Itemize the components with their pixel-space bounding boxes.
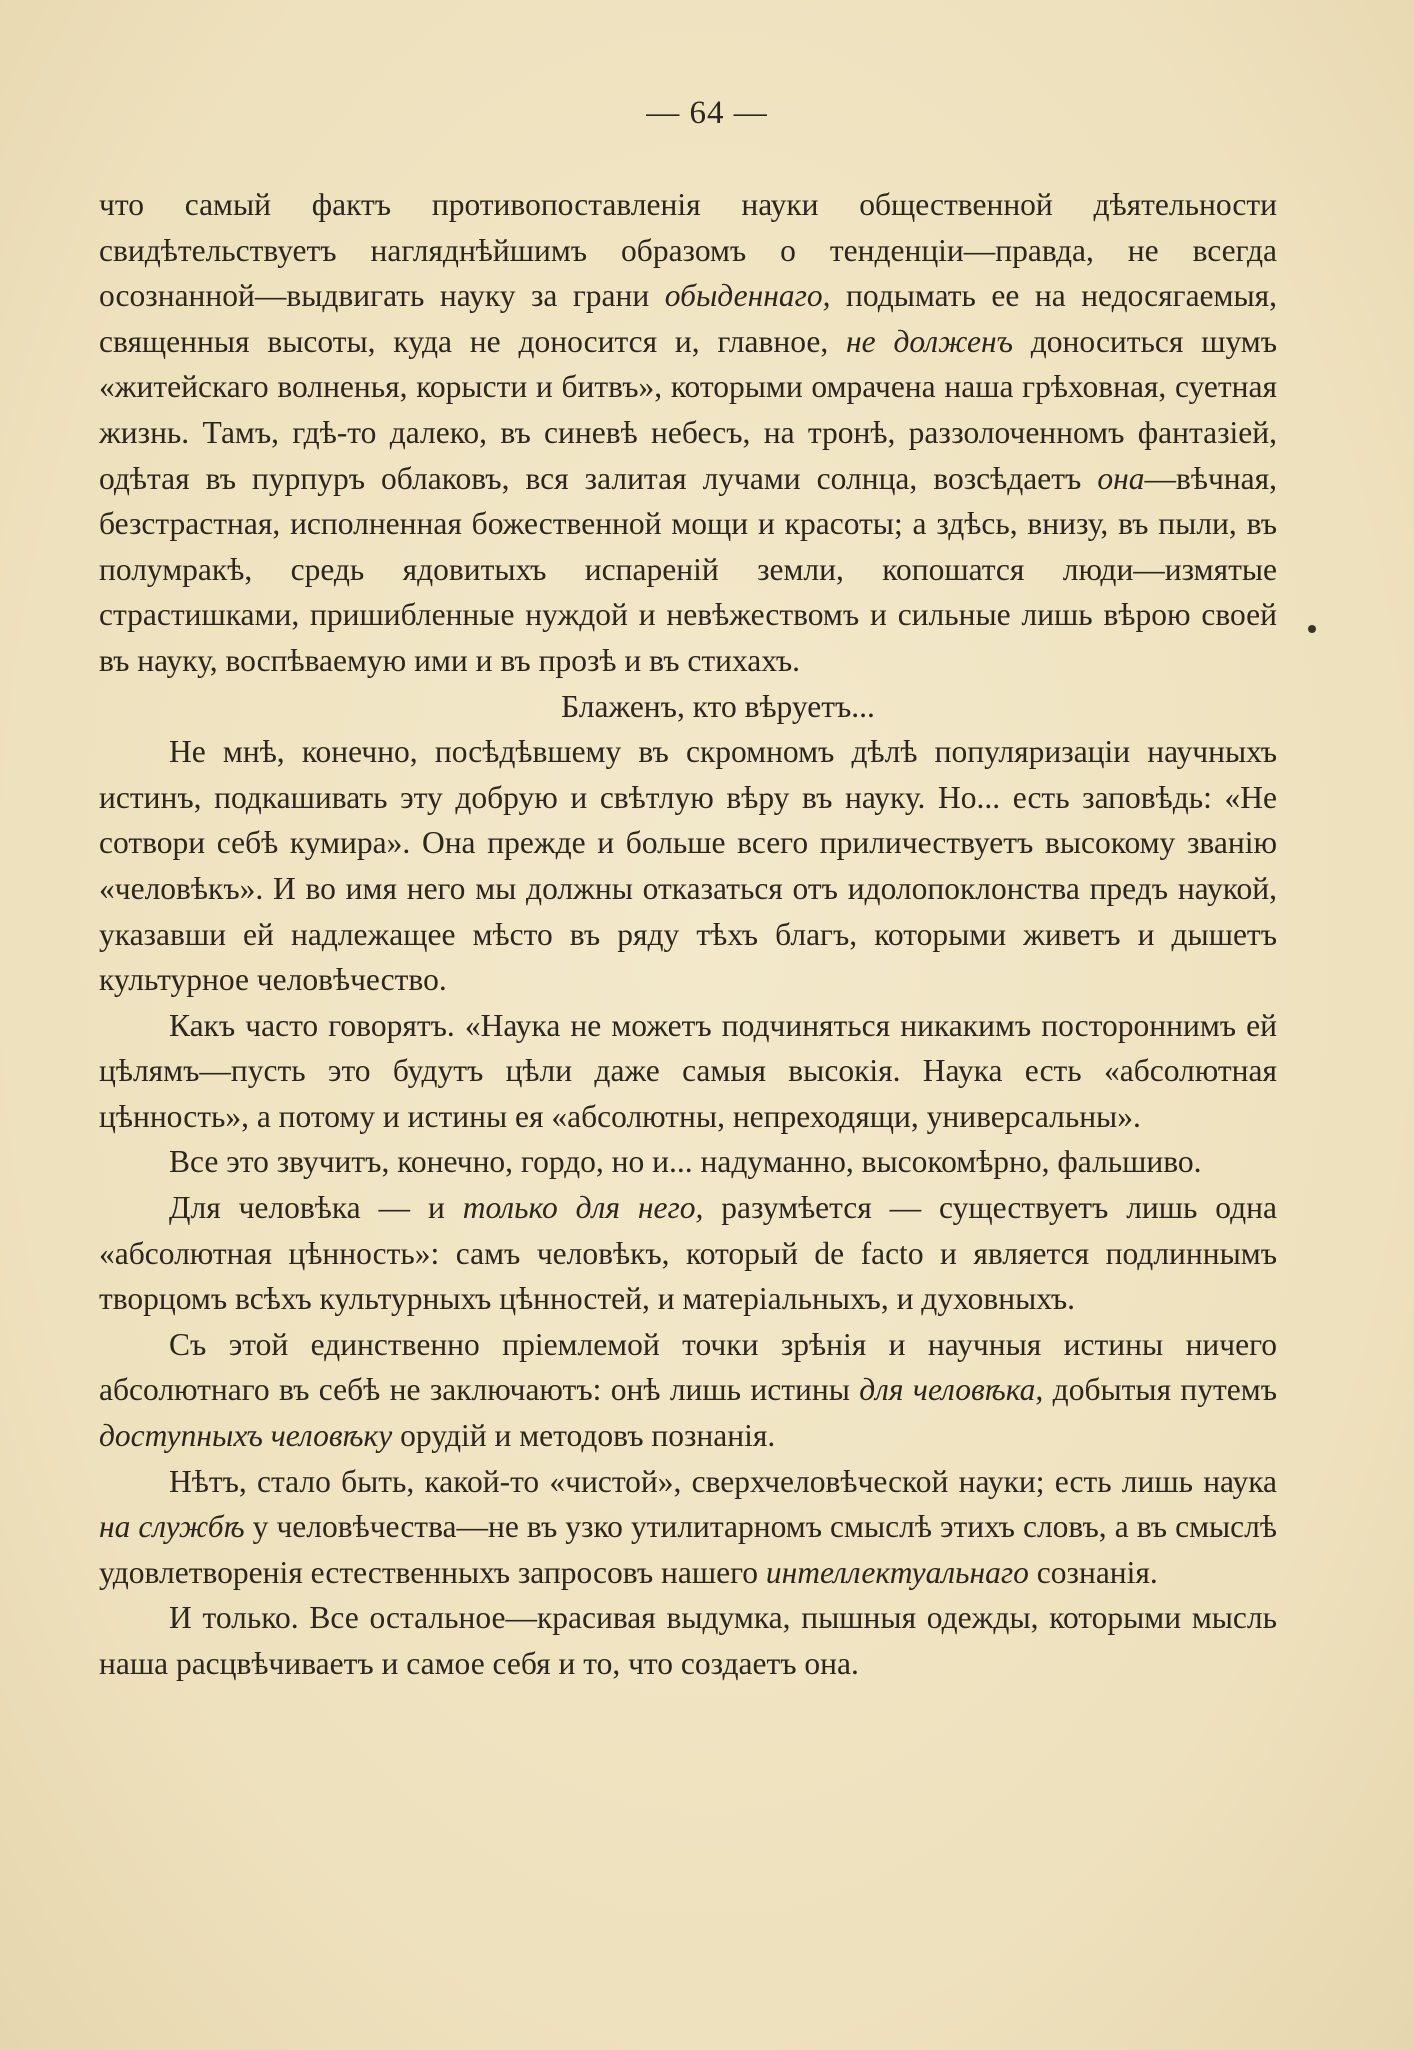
text-segment: —вѣчная, безстрастная, исполненная божественной мощи и красоты; а здѣсь, внизу, въ пыли, въ полумракѣ, средь ядовитыхъ испареній земли, копошатся люди—измятые страстишками, пришибленные нуждой и невѣжествомъ и сильные лишь вѣрою своей въ науку, воспѣваемую ими и въ прозѣ и въ стихахъ. (99, 460, 1277, 678)
text-segment: что самый фактъ противопоставленія науки общественной дѣятельности свидѣтельствуетъ нагляднѣйшимъ образомъ о тенденціи—правда, не всегда осознанной—выдвигать науку за грани (99, 187, 1277, 314)
text-segment: сознанія. (1028, 1554, 1158, 1590)
text-segment: доноситься шумъ «житейскаго волненья, корысти и битвъ», которыми омрачена наша грѣховная, суетная жизнь. Тамъ, гдѣ-то далеко, въ синевѣ небесъ, на тронѣ, раззолоченномъ фантазіей, одѣтая въ пурпуръ облаковъ, вся залитая лучами солнца, возсѣдаетъ (99, 323, 1278, 496)
paragraph-3 (99, 729, 1277, 1003)
paragraph-6 (99, 1185, 1277, 1322)
text-segment: у человѣчества—не въ узко утилитарномъ смыслѣ этихъ словъ, а въ смыслѣ удовлетворенія естественныхъ запросовъ нашего (99, 1509, 1277, 1590)
text-segment: Съ этой единственно пріемлемой точки зрѣнія и научныя истины ничего абсолютнаго въ себѣ не заключаютъ: онѣ лишь истины (99, 1326, 1277, 1408)
text-segment: разумѣется — существуетъ лишь одна «абсолютная цѣнность»: самъ человѣкъ, который de facto и является подлиннымъ творцомъ всѣхъ культурныхъ цѣнностей, и матеріальныхъ, и духовныхъ. (99, 1190, 1277, 1317)
body-text (99, 182, 1277, 1687)
paragraph-8 (99, 1459, 1277, 1596)
paragraph-4 (99, 1003, 1277, 1140)
text-segment: Все это звучитъ, конечно, гордо, но и... надуманно, высокомѣрно, фальшиво. (169, 1144, 1202, 1180)
paragraph-9 (99, 1595, 1277, 1686)
text-segment: Блаженъ, кто вѣруетъ... (561, 688, 875, 724)
text-segment: подымать ее на недосягаемыя, священныя высоты, куда не доносится и, главное, (99, 278, 1277, 359)
page-number: — 64 — (646, 95, 768, 131)
italic-segment: интеллектуальнаго (765, 1554, 1029, 1590)
ink-speck (1308, 625, 1316, 633)
italic-segment: не долженъ (846, 323, 1013, 359)
text-segment: И только. Все остальное—красивая выдумка, пышныя одежды, которыми мысль наша расцвѣчиваетъ и самое себя и то, что создаетъ она. (99, 1600, 1277, 1681)
text-segment: Не мнѣ, конечно, посѣдѣвшему въ скромномъ дѣлѣ популяризаціи научныхъ истинъ, подкашивать эту добрую и свѣтлую вѣру въ науку. Но... есть заповѣдь: «Не сотвори себѣ кумира». Она прежде и больше всего приличествуетъ высокому званію «человѣкъ». И во имя него мы должны отказаться отъ идолопоклонства предъ наукой, указавши ей надлежащее мѣсто въ ряду тѣхъ благъ, которыми живетъ и дышетъ культурное человѣчество. (99, 734, 1277, 998)
italic-segment: на службѣ (99, 1509, 245, 1545)
quotation-line (99, 684, 1277, 730)
paragraph-5 (99, 1139, 1277, 1185)
italic-segment: для человѣка, (859, 1372, 1044, 1408)
text-segment: орудій и методовъ познанія. (392, 1418, 776, 1454)
italic-segment: она (1097, 460, 1145, 496)
paragraph-7 (99, 1322, 1277, 1459)
paragraph-1 (99, 182, 1277, 684)
italic-segment: только для него, (462, 1190, 704, 1226)
text-segment: добытыя путемъ (1043, 1372, 1278, 1408)
text-segment: Какъ часто говорятъ. «Наука не можетъ подчиняться никакимъ постороннимъ ей цѣлямъ—пусть это будутъ цѣли даже самыя высокія. Наука есть «абсолютная цѣнность», а потому и истины ея «абсолютны, непреходящи, универсальны». (99, 1007, 1277, 1134)
text-segment: Для человѣка — и (169, 1190, 463, 1226)
text-segment: Нѣтъ, стало быть, какой-то «чистой», сверхчеловѣческой науки; есть лишь наука (169, 1463, 1277, 1499)
italic-segment: обыденнаго, (664, 278, 831, 314)
italic-segment: доступныхъ человѣку (99, 1418, 393, 1454)
